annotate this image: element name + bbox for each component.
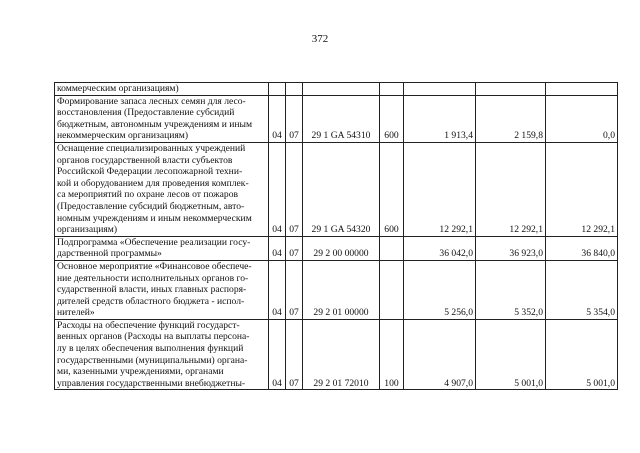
table-row	[55, 319, 618, 390]
item-name-cell	[55, 142, 269, 236]
item-name-line: сударственной власти, иных главных распоря-	[57, 284, 247, 296]
expense-type-cell: 600	[380, 95, 404, 142]
section-code-cell: 04	[269, 260, 286, 319]
amount-year1-cell	[404, 83, 476, 96]
table-row	[55, 260, 618, 319]
amount-year3-cell	[546, 83, 618, 96]
target-article-cell: 29 1 GA 54310	[303, 95, 380, 142]
amount-year3-cell: 12 292,1	[546, 142, 618, 236]
section-code-cell: 04	[269, 236, 286, 260]
amount-year2-cell: 5 001,0	[476, 319, 546, 390]
page-number: 372	[311, 33, 329, 45]
amount-year1-cell: 1 913,4	[404, 95, 476, 142]
item-name-line: Основное мероприятие «Финансовое обеспече-	[57, 260, 252, 272]
section-code-cell: 04	[269, 95, 286, 142]
subsection-code-cell	[286, 83, 303, 96]
item-name-line: дителей средств областного бюджета - испол-	[57, 295, 245, 307]
amount-year3-cell: 5 001,0	[546, 319, 618, 390]
item-name-line: ми, казенными учреждениями, органами	[57, 366, 224, 378]
subsection-code-cell: 07	[286, 95, 303, 142]
item-name-line: организациям)	[57, 224, 118, 236]
item-name-line: (Предоставление субсидий бюджетным, авто-	[57, 200, 245, 212]
amount-year1-cell: 4 907,0	[404, 319, 476, 390]
amount-year3-cell: 36 840,0	[546, 236, 618, 260]
item-name-line: органов государственной власти субъектов	[57, 154, 233, 166]
item-name-line: коммерческим организациям)	[57, 83, 179, 94]
budget-table	[54, 82, 618, 390]
item-name-line: управления государственными внебюджетны-	[57, 377, 246, 389]
table-row	[55, 83, 618, 96]
expense-type-cell: 600	[380, 142, 404, 236]
table-row	[55, 95, 618, 142]
section-code-cell: 04	[269, 319, 286, 390]
item-name-line: венных органов (Расходы на выплаты персона-	[57, 331, 250, 343]
item-name-cell	[55, 319, 269, 390]
amount-year2-cell: 5 352,0	[476, 260, 546, 319]
target-article-cell: 29 2 01 00000	[303, 260, 380, 319]
item-name-cell	[55, 95, 269, 142]
expense-type-cell	[380, 260, 404, 319]
expense-type-cell	[380, 83, 404, 96]
subsection-code-cell: 07	[286, 142, 303, 236]
item-name-cell	[55, 236, 269, 260]
expense-type-cell: 100	[380, 319, 404, 390]
item-name-line: Формирование запаса лесных семян для лесо-	[57, 95, 246, 107]
section-code-cell: 04	[269, 142, 286, 236]
target-article-cell: 29 2 01 72010	[303, 319, 380, 390]
expense-type-cell	[380, 236, 404, 260]
item-name-line: дарственной программы»	[57, 248, 162, 260]
item-name-cell	[55, 83, 269, 96]
target-article-cell: 29 2 00 00000	[303, 236, 380, 260]
item-name-line: Расходы на обеспечение функций государст-	[57, 319, 240, 331]
subsection-code-cell: 07	[286, 236, 303, 260]
item-name-line: государственными (муниципальными) органа-	[57, 354, 248, 366]
amount-year1-cell: 5 256,0	[404, 260, 476, 319]
amount-year2-cell: 2 159,8	[476, 95, 546, 142]
subsection-code-cell: 07	[286, 260, 303, 319]
item-name-line: лу в целях обеспечения выполнения функций	[57, 343, 244, 355]
section-code-cell	[269, 83, 286, 96]
amount-year3-cell: 5 354,0	[546, 260, 618, 319]
amount-year2-cell	[476, 83, 546, 96]
item-name-line: Оснащение специализированных учреждений	[57, 142, 246, 154]
amount-year1-cell: 12 292,1	[404, 142, 476, 236]
item-name-cell	[55, 260, 269, 319]
item-name-line: ние деятельности исполнительных органов го-	[57, 272, 249, 284]
amount-year2-cell: 12 292,1	[476, 142, 546, 236]
amount-year2-cell: 36 923,0	[476, 236, 546, 260]
item-name-line: са мероприятий по охране лесов от пожаров	[57, 189, 239, 201]
item-name-line: нителей»	[57, 307, 95, 319]
subsection-code-cell: 07	[286, 319, 303, 390]
item-name-line: Российской Федерации лесопожарной техни-	[57, 166, 243, 178]
item-name-line: восстановления (Предоставление субсидий	[57, 107, 235, 119]
item-name-line: Подпрограмма «Обеспечение реализации госу-	[57, 236, 251, 248]
amount-year1-cell: 36 042,0	[404, 236, 476, 260]
item-name-line: номным учреждениям и иным некоммерческим	[57, 212, 252, 224]
target-article-cell: 29 1 GA 54320	[303, 142, 380, 236]
item-name-line: кой и оборудованием для проведения комплек-	[57, 177, 249, 189]
target-article-cell	[303, 83, 380, 96]
item-name-line: бюджетным, автономным учреждениям и иным	[57, 118, 253, 130]
item-name-line: некоммерческим организациям)	[57, 130, 189, 142]
table-row	[55, 142, 618, 236]
amount-year3-cell: 0,0	[546, 95, 618, 142]
table-row	[55, 236, 618, 260]
